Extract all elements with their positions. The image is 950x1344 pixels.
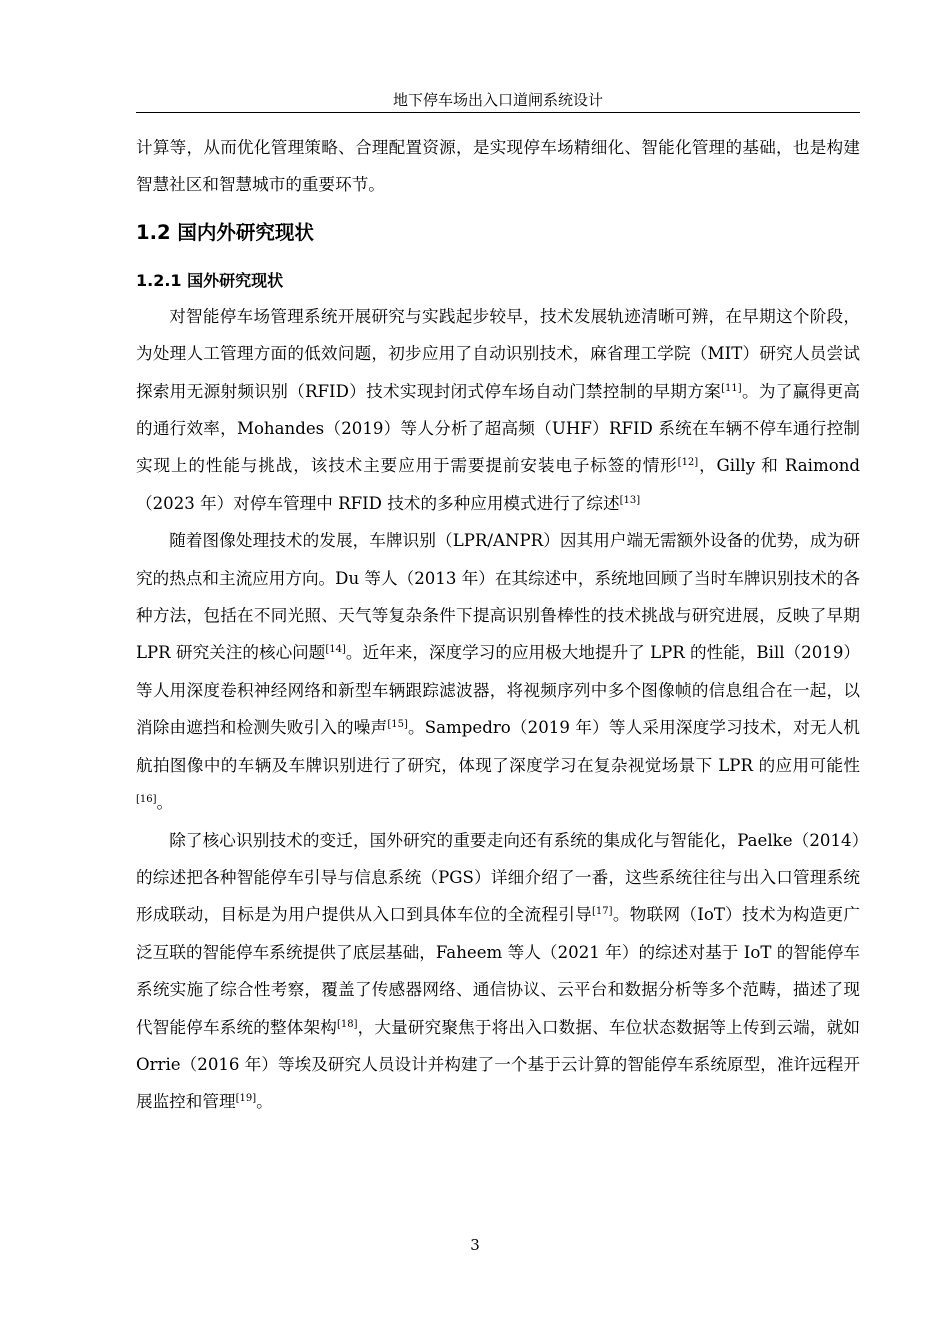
citation-ref: [12] [677, 457, 699, 469]
paragraph-iot [136, 822, 860, 1121]
citation-ref: [16] [136, 794, 157, 806]
paragraph-text: 。 [156, 793, 174, 813]
paragraph-text: 随着图像处理技术的发展，车牌识别（LPR/ANPR）因其用户端无需额外设备的优势，成为研究的热点和主流应用方向。Du 等人（2013 年）在其综述中，系统地回顾了当时车牌识别技术的各种方法，包括在不同光照、天气等复杂条件下提高识别鲁棒性的技术挑战与研究进展，反映了早期 LPR 研究关注的核心问题 [136, 531, 860, 663]
page-number: 3 [470, 1236, 480, 1254]
paragraph-text: 。为了赢得更高的通行效率，Mohandes（2019）等人分析了超高频（UHF）RFID 系统在车辆不停车通行控制实现上的性能与挑战，该技术主要应用于需要提前安装电子标签的情形 [136, 381, 861, 476]
paragraph-text: 除了核心识别技术的变迁，国外研究的重要走向还有系统的集成化与智能化，Paelke（2014）的综述把各种智能停车引导与信息系统（PGS）详细介绍了一番，这些系统往往与出入口管理系统形成联动，目标是为用户提供从入口到具体车位的全流程引导 [136, 830, 860, 925]
paragraph-text: 。物联网（IoT）技术为构造更广泛互联的智能停车系统提供了底层基础，Faheem 等人（2021 年）的综述对基于 IoT 的智能停车系统实施了综合性考察，覆盖了传感器网络、通信协议、云平台和数据分析等多个范畴，描述了现代智能停车系统的整体架构 [136, 905, 860, 1037]
citation-ref: [13] [619, 494, 641, 506]
paragraph-text: 对智能停车场管理系统开展研究与实践起步较早，技术发展轨迹清晰可辨，在早期这个阶段，为处理人工管理方面的低效问题，初步应用了自动识别技术，麻省理工学院（MIT）研究人员尝试探索用无源射频识别（RFID）技术实现封闭式停车场自动门禁控制的早期方案 [136, 306, 860, 401]
paragraph-text: 。Sampedro（2019 年）等人采用深度学习技术，对无人机航拍图像中的车辆及车牌识别进行了研究，体现了深度学习在复杂视觉场景下 LPR 的应用可能性 [136, 718, 860, 775]
citation-ref: [14] [325, 644, 346, 656]
citation-ref: [11] [721, 382, 742, 394]
running-header: 地下停车场出入口道闸系统设计 [392, 91, 603, 109]
citation-ref: [19] [235, 1093, 257, 1105]
citation-ref: [15] [387, 719, 408, 731]
paragraph-text: 。近年来，深度学习的应用极大地提升了 LPR 的性能，Bill（2019）等人用深度卷积神经网络和新型车辆跟踪滤波器，将视频序列中多个图像帧的信息组合在一起，以消除由遮挡和检测失败引入的噪声 [136, 643, 860, 738]
citation-ref: [17] [592, 906, 613, 918]
citation-ref: [18] [337, 1018, 358, 1030]
subsection-heading: 1.2.1 国外研究现状 [136, 270, 284, 290]
paragraph-text: ，大量研究聚焦于将出入口数据、车位状态数据等上传到云端，就如 Orrie（2016 年）等埃及研究人员设计并构建了一个基于云计算的智能停车系统原型，准许远程开展监控和管理 [136, 1017, 861, 1112]
section-heading: 1.2 国内外研究现状 [136, 220, 314, 244]
paragraph-text: ，Gilly 和 Raimond（2023 年）对停车管理中 RFID 技术的多种应用模式进行了综述 [136, 456, 860, 513]
intro-paragraph-tail: 计算等，从而优化管理策略、合理配置资源，是实现停车场精细化、智能化管理的基础，也是构建智慧社区和智慧城市的重要环节。 [136, 138, 860, 195]
paragraph-text: 。 [256, 1092, 273, 1112]
paragraph-lpr [136, 522, 860, 821]
header-rule [136, 112, 860, 113]
paragraph-rfid [136, 298, 860, 522]
page-body [136, 129, 860, 1121]
